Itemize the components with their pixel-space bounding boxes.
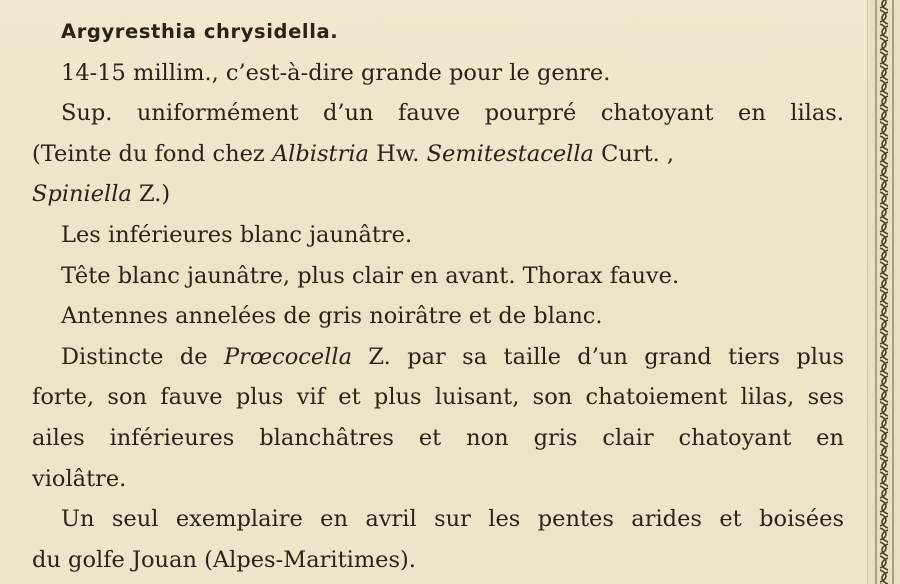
text-segment: Hw. [368, 140, 427, 167]
chain-link [880, 430, 888, 444]
text-segment: Z. par sa taille d’un grand tiers plus [352, 343, 844, 370]
paragraph-distincte-line-3 [32, 418, 844, 459]
chain-link [880, 444, 888, 458]
chain-link [880, 332, 888, 346]
chain-link [880, 416, 888, 430]
chain-link [880, 514, 888, 528]
chain-link [880, 94, 888, 108]
chain-link [880, 80, 888, 94]
chain-link [880, 304, 888, 318]
description-paragraphs [32, 53, 844, 581]
chain-link [880, 248, 888, 262]
paragraph-distincte-line-4 [32, 459, 844, 500]
chain-link [880, 164, 888, 178]
document-body [32, 12, 844, 580]
chain-link [880, 108, 888, 122]
text-segment: ailes inférieures blanchâtres et non gris clair chatoyant en [32, 424, 844, 451]
text-segment: violâtre. [32, 465, 127, 492]
text-segment: Semitestacella [426, 140, 594, 167]
chain-link [880, 0, 888, 10]
chain-link [880, 290, 888, 304]
chain-link [880, 360, 888, 374]
text-segment: 14-15 millim., c’est-à-dire grande pour le genre. [61, 59, 611, 86]
chain-link [880, 276, 888, 290]
chain-link [880, 458, 888, 472]
paragraph-antennes-line-1 [32, 296, 844, 337]
species-title: Argyresthia chrysidella. [61, 20, 339, 43]
chain-link [880, 556, 888, 570]
text-segment: Albistria [271, 140, 369, 167]
text-segment: (Teinte du fond chez [32, 140, 272, 167]
chain-link [880, 486, 888, 500]
chain-link [880, 178, 888, 192]
text-segment: du golfe Jouan (Alpes-Maritimes). [32, 546, 416, 573]
paragraph-tete-line-1 [32, 256, 844, 297]
chain-link [880, 402, 888, 416]
paragraph-exemplaire-line-2 [32, 540, 844, 581]
text-segment: Un seul exemplaire en avril sur les pentes arides et boisées [61, 506, 844, 533]
paragraph-distincte-line-1 [32, 337, 844, 378]
chain-link [880, 374, 888, 388]
chain-link [880, 66, 888, 80]
paragraph-sup-line-1 [32, 93, 844, 134]
chain-link [880, 136, 888, 150]
text-segment: Curt. , [593, 140, 675, 167]
chain-link [880, 262, 888, 276]
chain-link [880, 192, 888, 206]
text-segment: Antennes annelées de gris noirâtre et de blanc. [61, 303, 603, 330]
text-segment: Distincte de [61, 343, 224, 370]
chain-link [880, 38, 888, 52]
chain-link [880, 220, 888, 234]
paragraph-exemplaire-line-1 [32, 499, 844, 540]
decorative-chain-border-icon [867, 0, 900, 584]
chain-link [880, 150, 888, 164]
chain-link [880, 206, 888, 220]
chain-link [880, 570, 888, 584]
text-segment: Tête blanc jaunâtre, plus clair en avant. Thorax fauve. [61, 262, 680, 289]
paragraph-size-line-1 [32, 53, 844, 94]
chain-link [880, 122, 888, 136]
text-segment: Sup. uniformément d’un fauve pourpré chatoyant en lilas. [61, 100, 844, 127]
text-segment: Z.) [131, 181, 171, 208]
chain-link [880, 346, 888, 360]
chain-link [880, 318, 888, 332]
paragraph-sup-line-2 [32, 134, 844, 175]
text-segment: Spiniella [32, 181, 132, 208]
chain-link [880, 24, 888, 38]
chain-link [880, 528, 888, 542]
paragraph-sup-line-3 [32, 174, 844, 215]
chain-border-svg [868, 0, 900, 584]
paragraph-distincte-line-2 [32, 377, 844, 418]
text-segment: forte, son fauve plus vif et plus luisant, son chatoiement lilas, ses [32, 384, 844, 411]
chain-link [880, 542, 888, 556]
paragraph-inf-line-1 [32, 215, 844, 256]
text-segment: Les inférieures blanc jaunâtre. [61, 221, 413, 248]
chain-link [880, 472, 888, 486]
text-segment: Prœcocella [224, 343, 353, 370]
chain-link [880, 388, 888, 402]
chain-link [880, 10, 888, 24]
chain-link [880, 234, 888, 248]
chain-link [880, 500, 888, 514]
chain-link [880, 52, 888, 66]
